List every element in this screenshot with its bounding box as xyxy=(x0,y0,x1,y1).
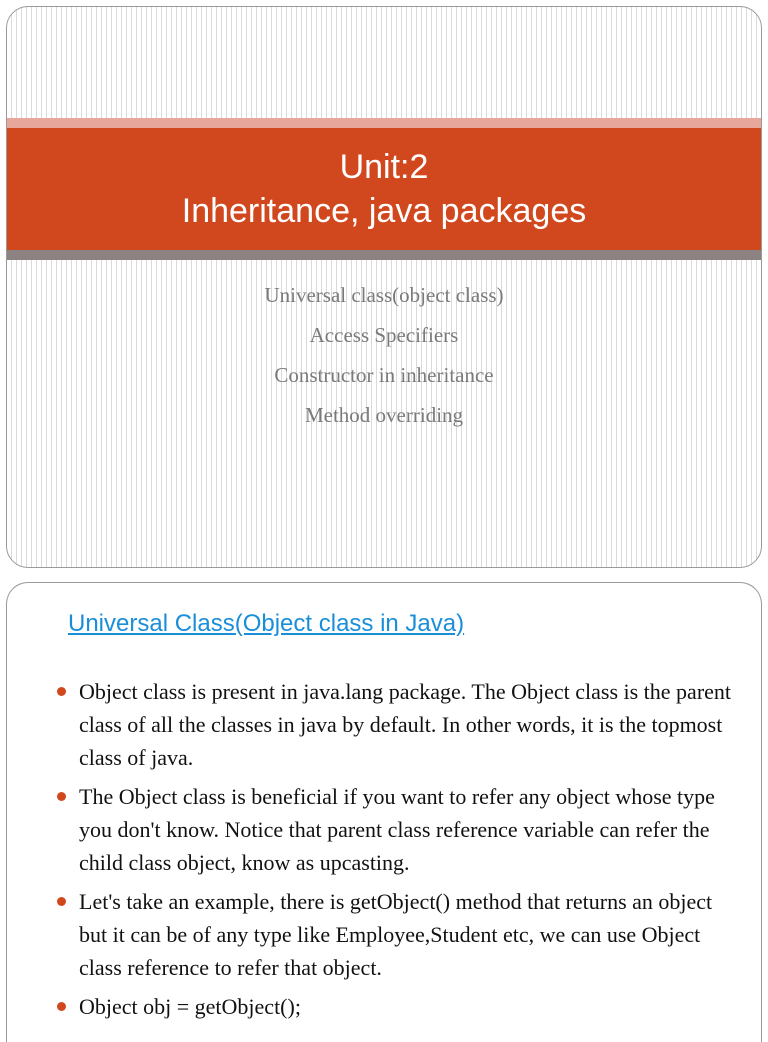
bullet-item xyxy=(51,885,741,984)
bullet-dot-icon xyxy=(57,897,66,906)
slide-title-topic: Inheritance, java packages xyxy=(181,192,587,230)
slide-title-unit: Unit:2 xyxy=(339,148,429,186)
topic-item: Access Specifiers xyxy=(309,323,459,347)
topic-list xyxy=(7,275,761,435)
topic-item: Constructor in inheritance xyxy=(274,363,494,387)
bullet-text: Let's take an example, there is getObject() method that returns an object but it can be of any type like Employee,Student etc, we can use Object class reference to refer that object. xyxy=(79,889,713,980)
bullet-item xyxy=(51,990,741,1023)
bullet-text: Object class is present in java.lang package. The Object class is the parent class of all the classes in java by default. In other words, it is the topmost class of java. xyxy=(79,679,732,770)
content-slide xyxy=(6,582,762,1042)
title-band-bottom-stripe xyxy=(7,250,761,260)
bullet-list xyxy=(51,675,741,1029)
slide-heading: Universal Class(Object class in Java) xyxy=(68,610,465,637)
title-band-top-stripe xyxy=(7,118,761,128)
bullet-dot-icon xyxy=(57,687,66,696)
bullet-text: Object obj = getObject(); xyxy=(79,994,301,1019)
bullet-item xyxy=(51,780,741,879)
bullet-item xyxy=(51,675,741,774)
bullet-dot-icon xyxy=(57,792,66,801)
title-band xyxy=(7,128,761,250)
title-slide xyxy=(6,6,762,568)
topic-item: Universal class(object class) xyxy=(264,283,504,307)
bullet-text: The Object class is beneficial if you want to refer any object whose type you don't know. Notice that parent class reference variable can refer the child class object, know as upcasting. xyxy=(79,784,715,875)
topic-item: Method overriding xyxy=(304,403,464,427)
bullet-dot-icon xyxy=(57,1002,66,1011)
